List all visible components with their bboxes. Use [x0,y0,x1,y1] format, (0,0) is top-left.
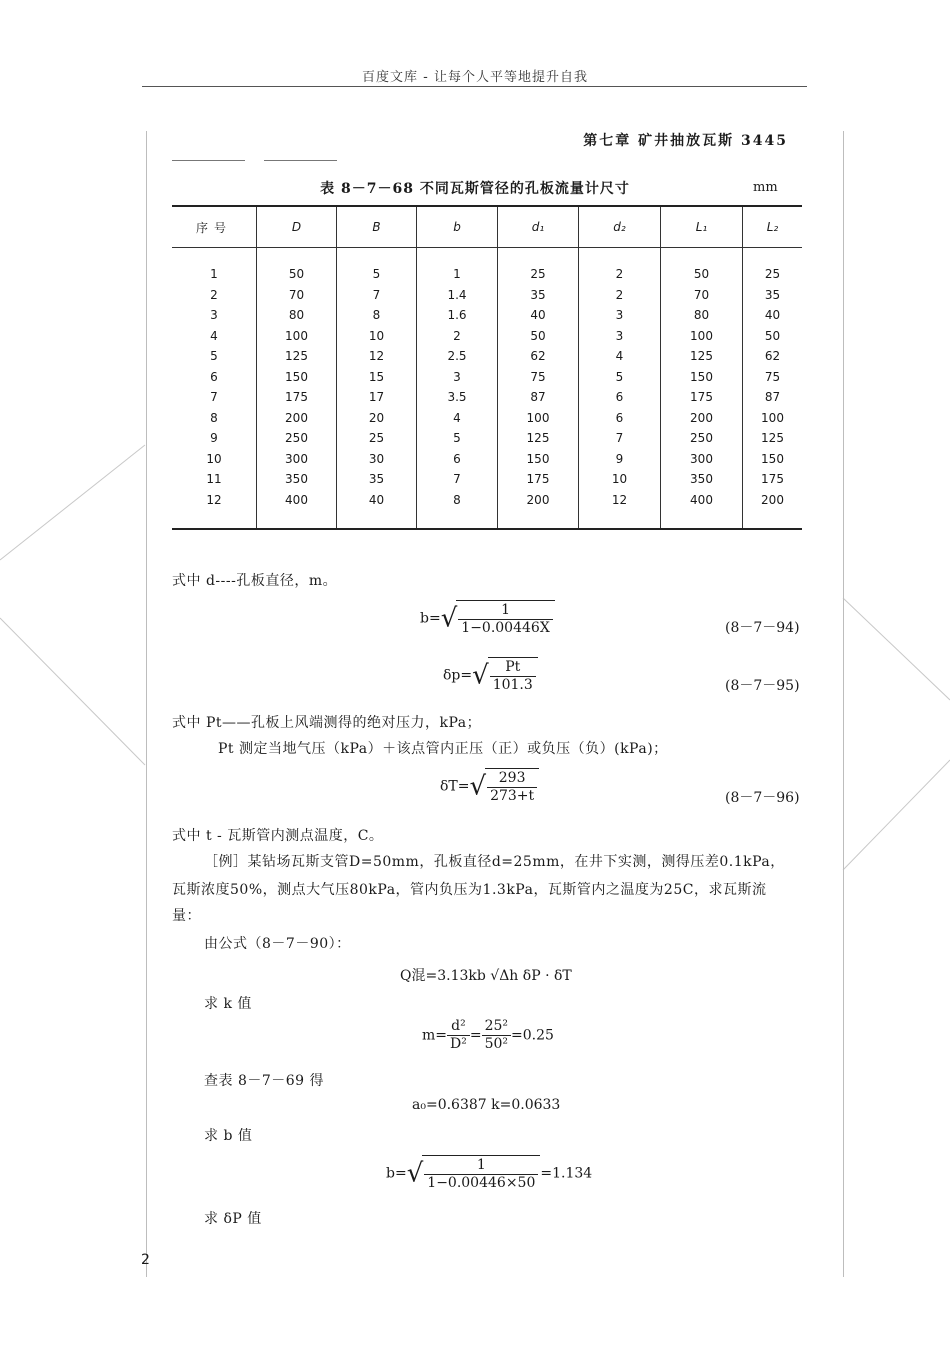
eq-lhs: b= [386,1165,407,1182]
where-t: 式中 t - 瓦斯管内测点温度，C。 [172,828,384,844]
table-cell: 125 [257,346,337,367]
table-cell: 6 [210,369,218,384]
table-cell: 35 [743,285,803,306]
table-cell: 200 [743,490,803,511]
table-cell: 7 [417,469,498,490]
table-cell: 150 [498,449,579,470]
table-cell: 80 [661,305,743,326]
table-cell: 5 [210,349,218,364]
table-row [172,428,802,449]
table-row [172,387,802,408]
table-row [172,449,802,470]
table-row [172,305,802,326]
table-cell: 50 [257,264,337,285]
table-row [172,408,802,429]
table-row [172,367,802,388]
table-caption: 表 8－7－68 不同瓦斯管径的孔板流量计尺寸 [320,181,630,197]
equation-label: (8－7－94) [725,620,800,636]
table-cell: 12 [579,490,661,511]
table-cell: 8 [210,410,218,425]
col-header: L₂ [743,206,803,248]
eq-rhs: =1.134 [540,1165,593,1182]
table-cell: 10 [206,451,222,466]
table-cell: 80 [257,305,337,326]
eq-lhs: m= [422,1027,448,1044]
eq-den: 273+t [490,788,535,804]
table-cell: 1.4 [417,285,498,306]
table-cell: 87 [498,387,579,408]
table-unit: mm [753,180,778,195]
table-cell: 4 [417,408,498,429]
table-row [172,469,802,490]
table-cell: 4 [210,328,218,343]
page-number: 2 [141,1252,150,1268]
eq-den: 50² [484,1036,509,1052]
table-cell: 10 [579,469,661,490]
table-cell: 350 [257,469,337,490]
find-dp: 求 δP 值 [204,1211,262,1227]
rule-middle [264,160,337,161]
col-header: 序号 [172,206,257,248]
table-cell: 100 [498,408,579,429]
table-cell: 70 [661,285,743,306]
eq-den: 1−0.00446×50 [427,1175,536,1191]
table-cell: 175 [743,469,803,490]
table-cell: 100 [743,408,803,429]
table-row [172,285,802,306]
table-cell: 2 [210,287,218,302]
eq-lhs: δT= [440,778,470,795]
table-cell: 300 [257,449,337,470]
table-cell: 9 [210,431,218,446]
equation-m: m= $\frac{\text{d²}}{\text{D²}}$ = $\frac{\text{25²}}{\text{50²}}$ =0.25 [422,1018,554,1052]
table-cell: 6 [579,387,661,408]
table-cell: 8 [417,490,498,511]
equation-8-7-95: δp=√ $\frac{Pt}{101.3}$ [443,657,538,694]
table-cell: 87 [743,387,803,408]
table-row [172,346,802,367]
table-cell: 62 [743,346,803,367]
rule-left [172,160,245,161]
eq-den: 101.3 [492,677,533,693]
table-header-row [172,206,802,248]
table-cell: 400 [661,490,743,511]
table-cell: 4 [579,346,661,367]
eq-den: 1−0.00446X [461,620,550,636]
table-cell: 6 [579,408,661,429]
table-cell: 400 [257,490,337,511]
table-cell: 15 [337,367,417,388]
table-cell: 9 [579,449,661,470]
table-cell: 11 [206,472,222,487]
table-cell: 40 [337,490,417,511]
table-cell: 125 [661,346,743,367]
table-cell: 62 [498,346,579,367]
table-cell: 175 [257,387,337,408]
table-cell: 75 [743,367,803,388]
table-cell: 50 [498,326,579,347]
orifice-size-table [172,205,802,530]
table-cell: 7 [579,428,661,449]
table-cell: 10 [337,326,417,347]
table-cell: 3 [579,326,661,347]
table-cell: 35 [498,285,579,306]
eq-num: 293 [487,770,537,788]
equation-label: (8－7－95) [725,678,800,694]
table-cell: 8 [337,305,417,326]
table-row [172,326,802,347]
eq-lhs: b= [420,610,441,627]
table-cell: 1.6 [417,305,498,326]
table-cell: 200 [498,490,579,511]
eq-rhs: =0.25 [511,1027,554,1044]
eq-num: d² [447,1018,470,1036]
col-header: D [257,206,337,248]
table-cell: 150 [257,367,337,388]
equation-8-7-96: δT=√ $\frac{293}{273+t}$ [440,768,539,805]
table-cell: 1 [210,267,218,282]
find-k: 求 k 值 [204,996,252,1012]
col-header: d₁ [498,206,579,248]
table-cell: 125 [498,428,579,449]
table-cell: 6 [417,449,498,470]
table-cell: 2.5 [417,346,498,367]
table-cell: 50 [743,326,803,347]
table-cell: 175 [498,469,579,490]
table-cell: 3 [417,367,498,388]
table-cell: 2 [579,285,661,306]
example-line-1: ［例］某钻场瓦斯支管D=50mm，孔板直径d=25mm，在井下实测，测得压差0.1kPa， [204,854,785,870]
table-cell: 150 [661,367,743,388]
table-cell: 20 [337,408,417,429]
eq-num: 1 [458,602,553,620]
table-cell: 3 [579,305,661,326]
table-cell: 50 [661,264,743,285]
table-cell: 35 [337,469,417,490]
col-header: L₁ [661,206,743,248]
equation-b: b=√ $\frac{1}{1-0.00446\times 50}$ =1.134 [386,1157,593,1191]
eq-den: D² [450,1036,467,1052]
equation-label: (8－7－96) [725,790,800,806]
table-cell: 40 [743,305,803,326]
by-formula: 由公式（8－7－90）： [204,936,351,952]
table-cell: 200 [257,408,337,429]
table-row [172,264,802,285]
table-cell: 5 [579,367,661,388]
table-row [172,490,802,511]
table-cell: 25 [337,428,417,449]
header-divider [142,86,807,87]
table-cell: 12 [206,492,222,507]
table-cell: 350 [661,469,743,490]
where-pt: 式中 Pt——孔板上风端测得的绝对压力，kPa； [172,715,482,731]
table-cell: 250 [257,428,337,449]
table-cell: 40 [498,305,579,326]
table-cell: 7 [210,390,218,405]
table-cell: 30 [337,449,417,470]
where-pt-def: Pt 测定当地气压（kPa）＋该点管内正压（正）或负压（负）(kPa)； [218,741,668,757]
table-cell: 70 [257,285,337,306]
table-cell: 5 [417,428,498,449]
eq-lhs: δp= [443,667,473,684]
eq-num: 1 [424,1157,538,1175]
table-cell: 25 [743,264,803,285]
table-cell: 300 [661,449,743,470]
table-cell: 250 [661,428,743,449]
table-cell: 175 [661,387,743,408]
eq-num: 25² [482,1018,511,1036]
equation-8-7-94: b=√ $\frac{1}{1-0.00446X}$ [420,600,555,637]
table-cell: 25 [498,264,579,285]
table-cell: 3.5 [417,387,498,408]
table-cell: 125 [743,428,803,449]
table-cell: 75 [498,367,579,388]
example-line-2: 瓦斯浓度50%，测点大气压80kPa，管内负压为1.3kPa，瓦斯管内之温度为25C，求瓦斯流 [172,882,767,898]
equation-a0-k: a₀=0.6387 k=0.0633 [412,1097,561,1113]
table-cell: 17 [337,387,417,408]
table-cell: 2 [417,326,498,347]
table-cell: 200 [661,408,743,429]
table-cell: 100 [257,326,337,347]
page-header-text: 百度文库 - 让每个人平等地提升自我 [362,70,588,85]
chapter-header: 第七章 矿井抽放瓦斯 3445 [583,133,788,149]
col-header: b [417,206,498,248]
col-header: B [337,206,417,248]
col-header: d₂ [579,206,661,248]
table-cell: 7 [337,285,417,306]
eq-num: Pt [490,659,536,677]
table-cell: 100 [661,326,743,347]
table-cell: 1 [417,264,498,285]
equation-q: Q混=3.13kb √Δh δP · δT [400,968,572,984]
find-b: 求 b 值 [204,1128,253,1144]
table-cell: 5 [337,264,417,285]
table-cell: 12 [337,346,417,367]
where-d: 式中 d----孔板直径，m。 [172,573,338,589]
table-cell: 2 [579,264,661,285]
example-line-3: 量： [172,908,201,924]
table-cell: 3 [210,308,218,323]
lookup-table: 查表 8－7－69 得 [204,1073,325,1089]
table-cell: 150 [743,449,803,470]
